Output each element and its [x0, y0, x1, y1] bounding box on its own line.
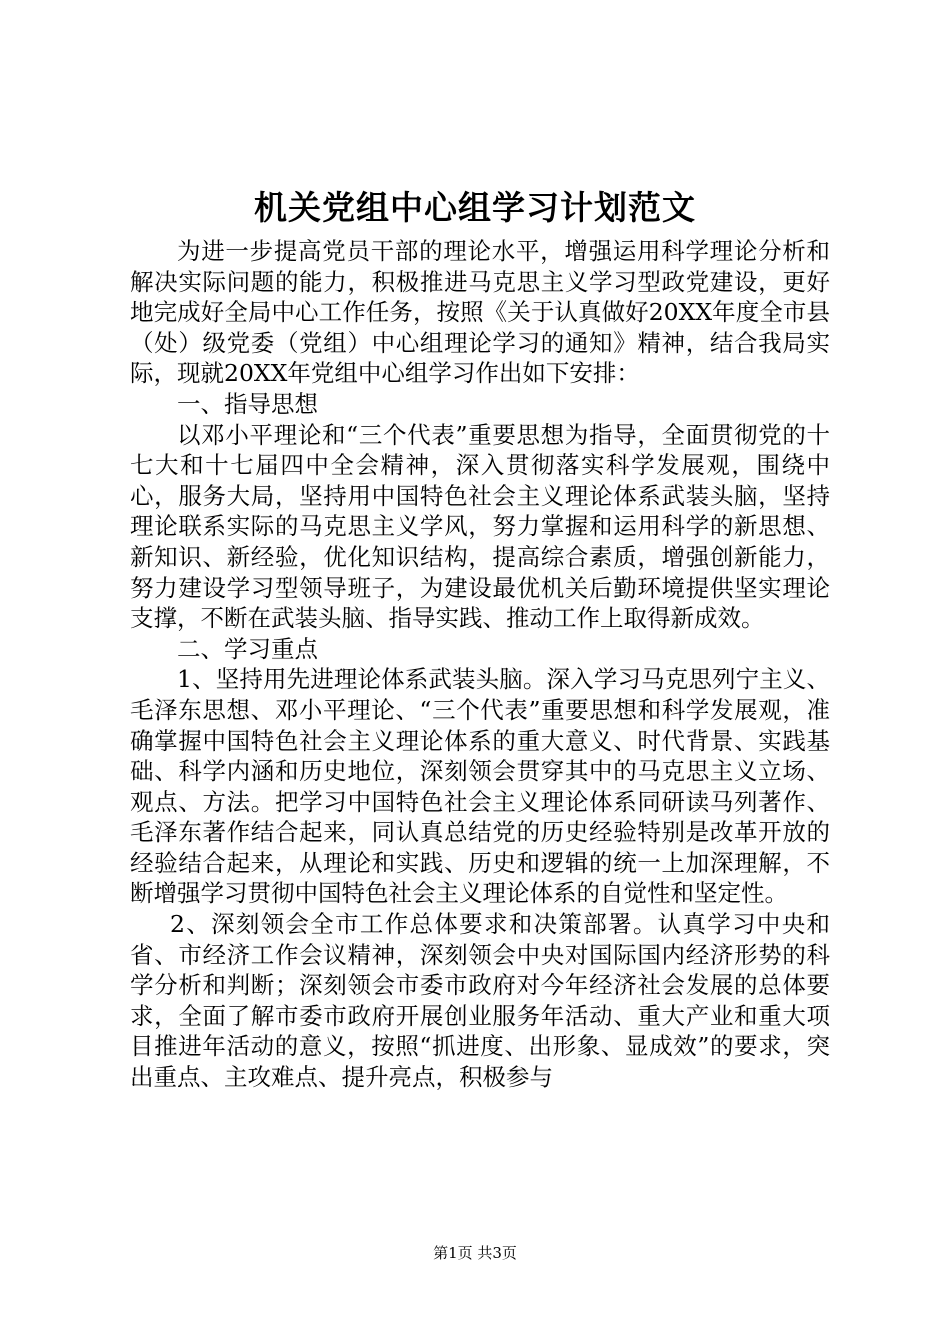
study-focus-item-2: 2、深刻领会全市工作总体要求和决策部署。认真学习中央和省、市经济工作会议精神，深刻领会中央对国际国内经济形势的科学分析和判断；深刻领会市委市政府对今年经济社会发展的总体要求，全面了解市委市政府开展创业服务年活动、重大产业和重大项目推进年活动的意义，按照“抓进度、出形象、显成效”的要求，突出重点、主攻难点、提升亮点，积极参与	[130, 910, 830, 1092]
section-heading-guiding-ideology: 一、指导思想	[177, 389, 318, 418]
document-title: 机关党组中心组学习计划范文	[254, 188, 696, 227]
guiding-ideology-paragraph: 以邓小平理论和“三个代表”重要思想为指导，全面贯彻党的十七大和十七届四中全会精神，深入贯彻落实科学发展观，围绕中心，服务大局，坚持用中国特色社会主义理论体系武装头脑，坚持理论联系实际的马克思主义学风，努力掌握和运用科学的新思想、新知识、新经验，优化知识结构，提高综合素质，增强创新能力，努力建设学习型领导班子，为建设最优机关后勤环境提供坚实理论支撑，不断在武装头脑、指导实践、推动工作上取得新成效。	[130, 420, 830, 633]
section-heading-study-focus: 二、学习重点	[177, 634, 318, 663]
document-body	[130, 236, 830, 1093]
study-focus-item-1: 1、坚持用先进理论体系武装头脑。深入学习马克思列宁主义、毛泽东思想、邓小平理论、“三个代表”重要思想和科学发展观，准确掌握中国特色社会主义理论体系的重大意义、时代背景、实践基础、科学内涵和历史地位，深刻领会贯穿其中的马克思主义立场、观点、方法。把学习中国特色社会主义理论体系同研读马列著作、毛泽东著作结合起来，同认真总结党的历史经验特别是改革开放的经验结合起来，从理论和实践、历史和逻辑的统一上加深理解，不断增强学习贯彻中国特色社会主义理论体系的自觉性和坚定性。	[130, 665, 830, 908]
page-footer: 第1页 共3页	[433, 1244, 517, 1262]
intro-paragraph: 为进一步提高党员干部的理论水平，增强运用科学理论分析和解决实际问题的能力，积极推进马克思主义学习型政党建设，更好地完成好全局中心工作任务，按照《关于认真做好20XX年度全市县（处）级党委（党组）中心组理论学习的通知》精神，结合我局实际，现就20XX年党组中心组学习作出如下安排：	[130, 237, 830, 388]
